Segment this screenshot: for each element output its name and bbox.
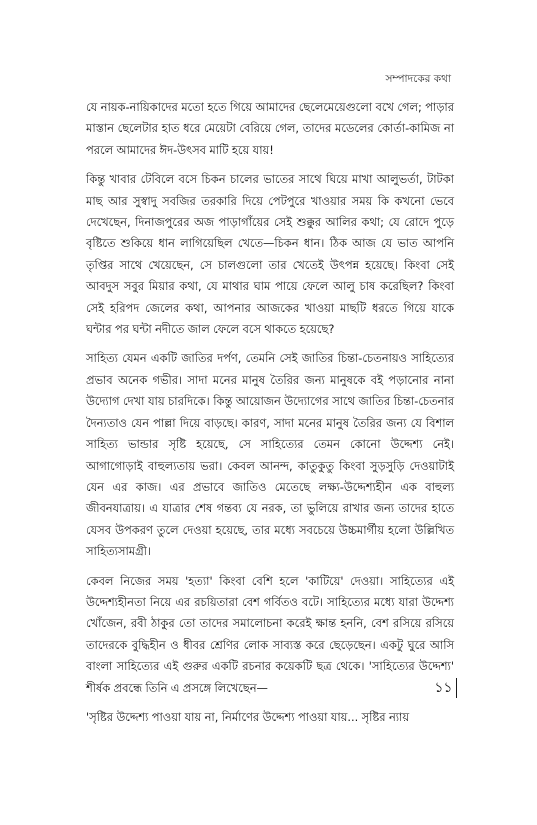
running-header: সম্পাদকের কথা <box>385 73 451 85</box>
paragraph-3: সাহিত্য যেমন একটি জাতির দর্পণ, তেমনি সেই জাতির চিন্তা-চেতনায়ও সাহিত্যের প্রভাব অনেক গভীর। সাদা মনের মানুষ তৈরির জন্য মানুষকে বই পড়ানোর নানা উদ্যোগ দেখা যায় চারদিকে। কিন্তু আয়োজন উদ্যোগের সাথে জাতির চিন্তা-চেতনার দৈন্যতাও যেন পাল্লা দিয়ে বাড়ছে। কারণ, সাদা মনের মানুষ তৈরির জন্য যে বিশাল সাহিত্য ভান্ডার সৃষ্টি হয়েছে, সে সাহিত্যের তেমন কোনো উদ্দেশ্য নেই। আগাগোড়াই বাহুল্যতায় ভরা। কেবল আনন্দ, কাতুকুতু কিংবা সুড়সুড়ি দেওয়াটাই যেন এর কাজ। এর প্রভাবে জাতিও মেতেছে লক্ষ্য-উদ্দেশ্যহীন এক বাহুল্য জীবনযাত্রায়। এ যাত্রার শেষ গন্তব্য যে নরক, তা ভুলিয়ে রাখার জন্য তাদের হাতে যেসব উপকরণ তুলে দেওয়া হয়েছে, তার মধ্যে সবচেয়ে উচ্চমার্গীয় হলো উল্লিখিত সাহিত্যসামগ্রী। <box>86 351 454 559</box>
page-number: ১১ <box>434 680 453 696</box>
paragraph-1: যে নায়ক-নায়িকাদের মতো হতে গিয়ে আমাদের ছেলেমেয়েগুলো বখে গেল; পাড়ার মাস্তান ছেলেটার হাত ধরে মেয়েটা বেরিয়ে গেল, তাদের মডেলের কোর্তা-কামিজ না পরলে আমাদের ঈদ-উৎসব মাটি হয়ে যায়! <box>86 100 454 157</box>
folio-rule <box>456 678 458 698</box>
body-text <box>86 97 454 736</box>
paragraph-4: কেবল নিজের সময় 'হত্যা' কিংবা বেশি হলে 'কাটিয়ে' দেওয়া। সাহিত্যের এই উদ্দেশ্যহীনতা নিয়ে এর রচয়িতারা বেশ গর্বিতও বটে। সাহিত্যের মধ্যে যারা উদ্দেশ্য খোঁজেন, রবী ঠাকুর তো তাদের সমালোচনা করেই ক্ষান্ত হননি, বেশ রসিয়ে রসিয়ে তাদেরকে বুদ্ধিহীন ও ধীবর শ্রেণির লোক সাব্যস্ত করে ছেড়েছেন। একটু ঘুরে আসি বাংলা সাহিত্যের এই গুরুর একটি রচনার কয়েকটি ছত্র থেকে। 'সাহিত্যের উদ্দেশ্য' শীর্ষক প্রবন্ধে তিনি এ প্রসঙ্গে লিখেছেন— <box>86 573 454 695</box>
paragraph-2: কিন্তু খাবার টেবিলে বসে চিকন চালের ভাতের সাথে ঘিয়ে মাখা আলুভর্তা, টাটকা মাছ আর সুস্বাদু সবজির তরকারি দিয়ে পেটপুরে খাওয়ার সময় কি কখনো ভেবে দেখেছেন, দিনাজপুরের অজ পাড়াগাঁয়ের সেই শুক্কুর আলির কথা; যে রোদে পুড়ে বৃষ্টিতে শুকিয়ে ধান লাগিয়েছিল খেতে—চিকন ধান। ঠিক আজ যে ভাত আপনি তৃপ্তির সাথে খেয়েছেন, সে চালগুলো তার খেতেই উৎপন্ন হয়েছে। কিংবা সেই আবদুস সবুর মিয়ার কথা, যে মাথার ঘাম পায়ে ফেলে আলু চাষ করেছিল? কিংবা সেই হরিপদ জেলের কথা, আপনার আজকের খাওয়া মাছটি ধরতে গিয়ে যাকে ঘন্টার পর ঘন্টা নদীতে জাল ফেলে বসে থাকতে হয়েছে? <box>86 172 454 337</box>
page-folio <box>434 676 457 700</box>
paragraph-5: 'সৃষ্টির উদ্দেশ্য পাওয়া যায় না, নির্মাণের উদ্দেশ্য পাওয়া যায়... সৃষ্টির ন্যায় <box>86 709 410 724</box>
